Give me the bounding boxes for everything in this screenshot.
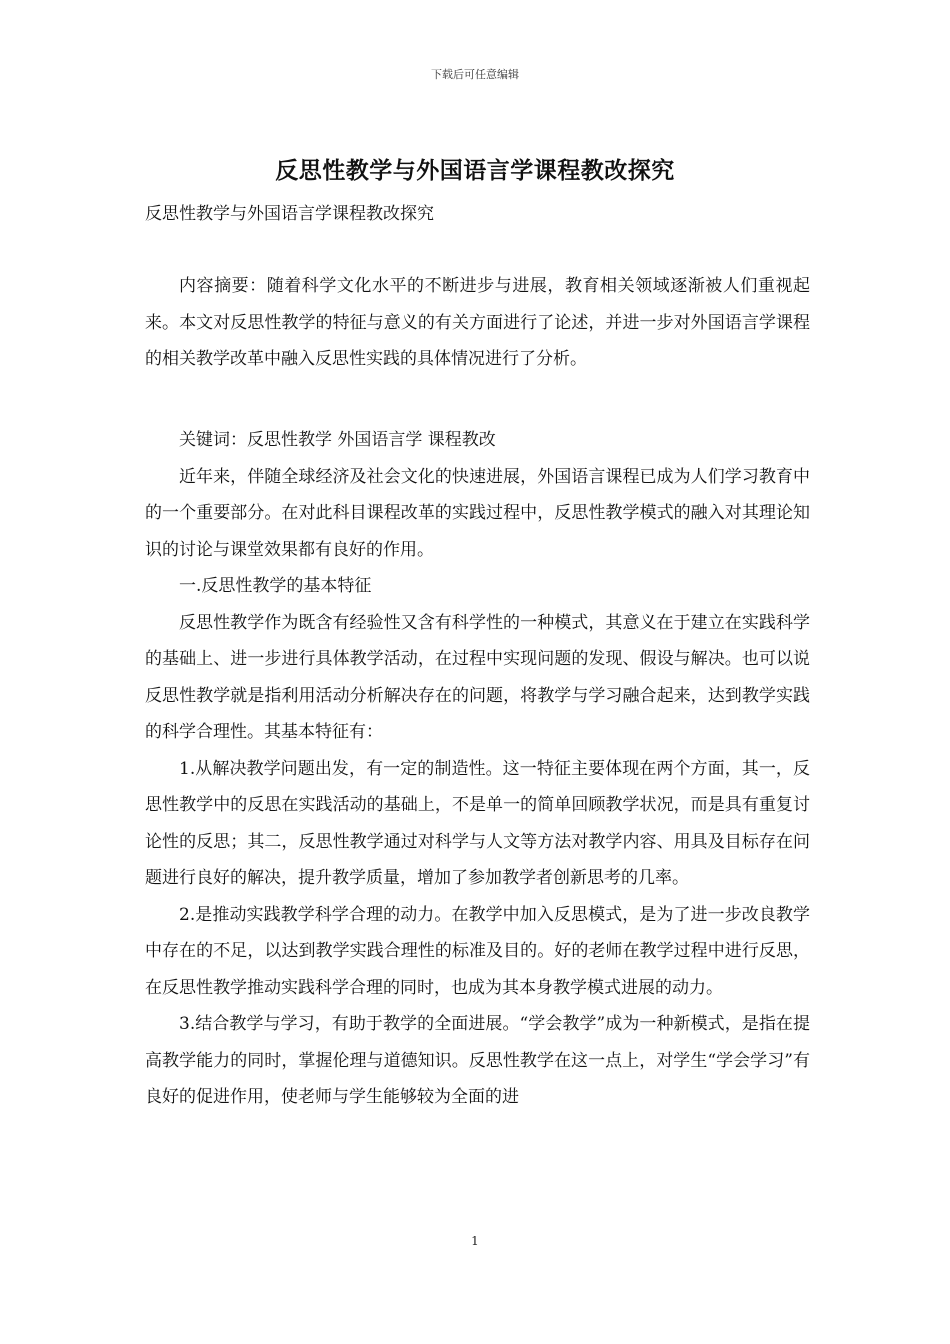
feature-paragraph-1: 1.从解决教学问题出发，有一定的制造性。这一特征主要体现在两个方面，其一，反思性教学中的反思在实践活动的基础上，不是单一的简单回顾教学状况，而是具有重复讨论性的反思；其二，反思性教学通过对科学与人文等方法对教学内容、用具及目标存在问题进行良好的解决，提升教学质量，增加了参加教学者创新思考的几率。	[145, 758, 810, 888]
abstract-paragraph: 内容摘要：随着科学文化水平的不断进步与进展，教育相关领域逐渐被人们重视起来。本文对反思性教学的特征与意义的有关方面进行了论述，并进一步对外国语言学课程的相关教学改革中融入反思性实践的具体情况进行了分析。	[145, 276, 810, 369]
document-title: 反思性教学与外国语言学课程教改探究	[275, 157, 675, 184]
section-heading: 一.反思性教学的基本特征	[179, 576, 372, 596]
keywords-paragraph: 关键词：反思性教学 外国语言学 课程教改	[179, 430, 496, 450]
feature-paragraph-2: 2.是推动实践教学科学合理的动力。在教学中加入反思模式，是为了进一步改良教学中存在的不足，以达到教学实践合理性的标准及目的。好的老师在教学过程中进行反思，在反思性教学推动实践科学合理的同时，也成为其本身教学模式进展的动力。	[145, 904, 810, 998]
document-subtitle: 反思性教学与外国语言学课程教改探究	[145, 204, 434, 224]
abstract-section	[145, 268, 810, 378]
intro-paragraph: 近年来，伴随全球经济及社会文化的快速进展，外国语言课程已成为人们学习教育中的一个重要部分。在对此科目课程改革的实践过程中，反思性教学模式的融入对其理论知识的讨论与课堂效果都有良好的作用。	[145, 466, 810, 560]
feature-paragraph-3: 3.结合教学与学习，有助于教学的全面进展。“学会教学”成为一种新模式，是指在提高教学能力的同时，掌握伦理与道德知识。反思性教学在这一点上，对学生“学会学习”有良好的促进作用，使老师与学生能够较为全面的进	[145, 1014, 810, 1107]
page-number: 1	[471, 1234, 479, 1248]
main-text-section	[145, 422, 810, 1116]
page-header-note: 下载后可任意编辑	[431, 68, 519, 81]
body-paragraph: 反思性教学作为既含有经验性又含有科学性的一种模式，其意义在于建立在实践科学的基础上、进一步进行具体教学活动，在过程中实现问题的发现、假设与解决。也可以说反思性教学就是指利用活动分析解决存在的问题，将教学与学习融合起来，达到教学实践的科学合理性。其基本特征有：	[145, 612, 810, 742]
